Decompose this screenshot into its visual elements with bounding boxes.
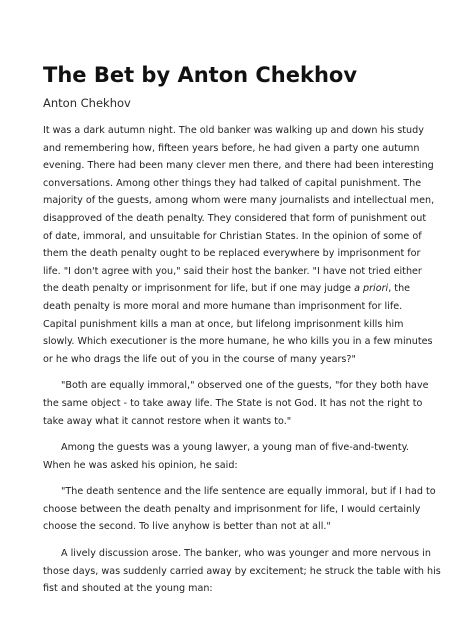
text-line: disapproved of the death penalty. They considered that form of punishment out [43,212,427,224]
text-line: evening. There had been many clever men there, and there had been interesting [43,160,434,172]
paragraph-gap [43,536,443,545]
paragraph [43,545,443,598]
text-line: slowly. Which executioner is the more humane, he who kills you in a few minutes [43,336,433,348]
paragraph-gap [43,430,443,439]
italic-phrase: a priori [354,283,389,295]
paragraph [43,122,443,368]
paragraph [43,439,443,474]
text-line: death penalty is more moral and more humane than imprisonment for life. [43,300,403,312]
text-line: "The death sentence and the life sentence are equally immoral, but if I had to [61,486,436,498]
document-title: The Bet by Anton Chekhov [43,63,358,87]
text-line: life. "I don't agree with you," said their host the banker. "I have not tried either [43,265,422,277]
text-line: When he was asked his opinion, he said: [43,459,238,471]
text-line: them the death penalty ought to be replaced everywhere by imprisonment for [43,248,421,260]
text-line: A lively discussion arose. The banker, who was younger and more nervous in [61,548,431,560]
text-line: choose the second. To live anyhow is better than not at all." [43,521,331,533]
text-line: choose between the death penalty and imprisonment for life, I would certainly [43,503,421,515]
text-line: and remembering how, fifteen years before, he had given a party one autumn [43,142,420,154]
paragraph [43,377,443,430]
text-line: fist and shouted at the young man: [43,583,213,595]
text-line: It was a dark autumn night. The old banker was walking up and down his study [43,125,424,136]
text-line: of date, immoral, and unsuitable for Christian States. In the opinion of some of [43,230,422,242]
text-line: the death penalty or imprisonment for life, but if one may judge a priori, the [43,283,411,295]
document-body [43,122,443,598]
text-line: majority of the guests, among whom were many journalists and intellectual men, [43,195,435,207]
text-line: or he who drags the life out of you in the course of many years?" [43,353,356,365]
paragraph-gap [43,368,443,377]
text-line: Capital punishment kills a man at once, but lifelong imprisonment kills him [43,318,404,330]
text-line: conversations. Among other things they had talked of capital punishment. The [43,177,422,189]
text-line: Among the guests was a young lawyer, a young man of five-and-twenty. [61,442,409,454]
paragraph-gap [43,474,443,483]
text-line: take away what it cannot restore when it wants to." [43,415,292,427]
text-line: those days, was suddenly carried away by excitement; he struck the table with his [43,565,441,577]
document-author: Anton Chekhov [43,96,131,110]
text-line: the same object - to take away life. The State is not God. It has not the right to [43,397,423,409]
paragraph [43,483,443,536]
text-line: "Both are equally immoral," observed one of the guests, "for they both have [61,380,429,392]
